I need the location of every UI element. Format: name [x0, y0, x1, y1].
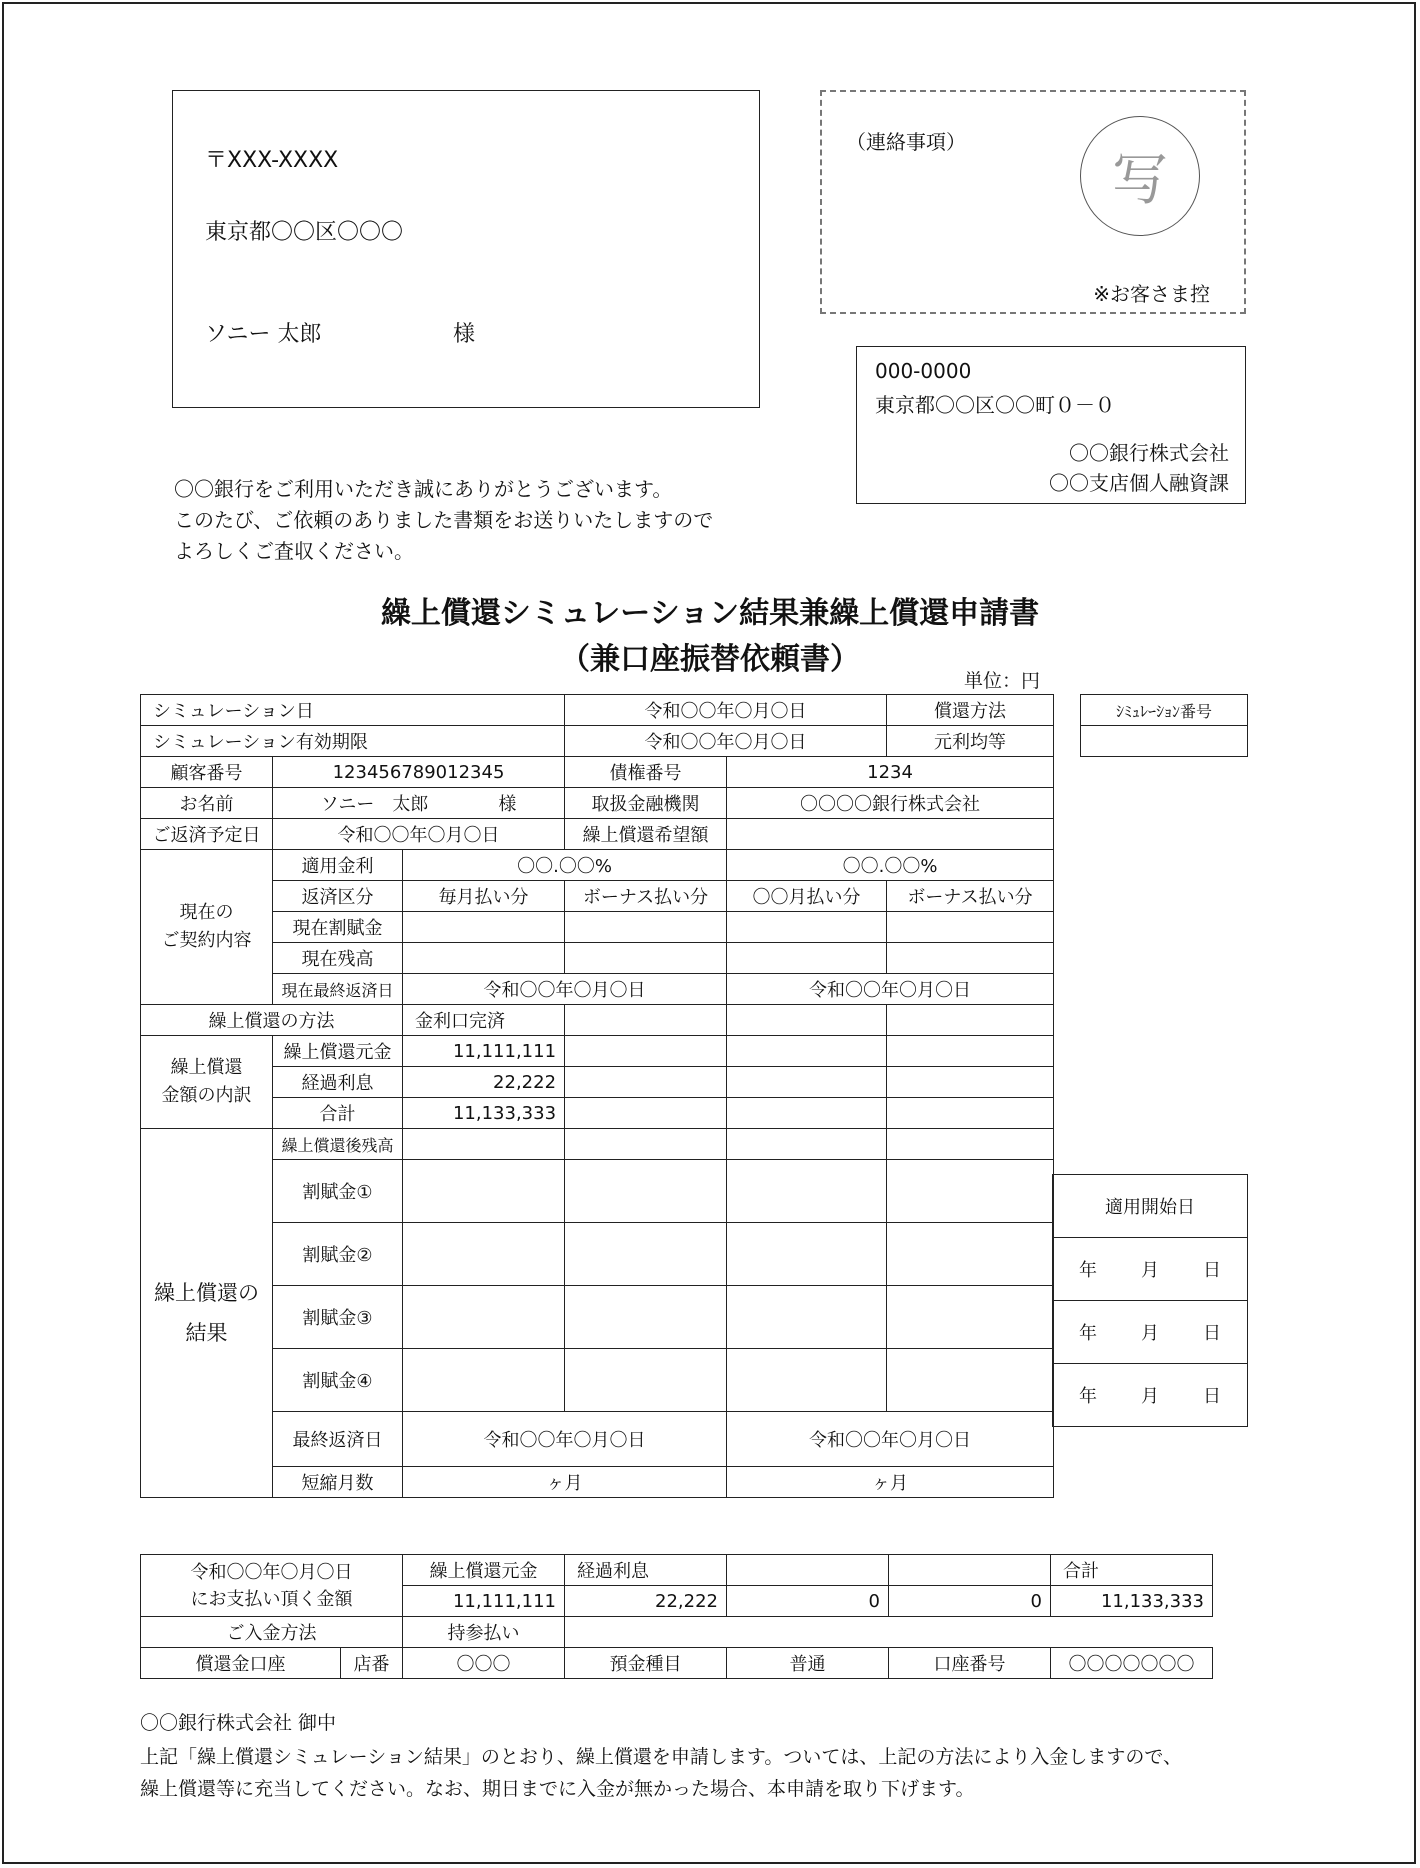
sender-postal: 000-0000 — [875, 359, 972, 383]
unit-label: 単位：円 — [964, 670, 1041, 692]
customer-copy-note: ※お客さま控 — [1093, 282, 1210, 306]
contact-box — [820, 90, 1246, 314]
simulation-number-box — [1080, 694, 1248, 757]
customer-number: 123456789012345 — [273, 757, 565, 788]
sender-dept: 〇〇支店個人融資課 — [1049, 471, 1229, 495]
sender-box — [856, 346, 1246, 504]
planned-date: 令和〇〇年〇月〇日 — [273, 819, 565, 850]
sender-address: 東京都〇〇区〇〇町０－０ — [875, 393, 1115, 417]
rate-1: 〇〇.〇〇% — [403, 850, 727, 881]
postal-code: 〒XXX-XXXX — [205, 148, 339, 173]
pay-total: 11,133,333 — [1051, 1586, 1213, 1617]
footer-line-1: 上記「繰上償還シミュレーション結果」のとおり、繰上償還を申請します。ついては、上記の方法により入金しますので、 — [140, 1746, 1182, 1768]
start-date-box: 適用開始日 年 月 日 年 月 日 年 月 日 — [1052, 1174, 1248, 1427]
recipient-name: ソニー 太郎 — [205, 322, 322, 347]
interest: 22,222 — [403, 1067, 565, 1098]
pay-principal: 11,111,111 — [403, 1586, 565, 1617]
total: 11,133,333 — [403, 1098, 565, 1129]
footer-line-2: 繰上償還等に充当してください。なお、期日までに入金が無かった場合、本申請を取り下げます。 — [140, 1778, 975, 1800]
sender-company: 〇〇銀行株式会社 — [1069, 441, 1229, 465]
document-title: 繰上償還シミュレーション結果兼繰上償還申請書 — [380, 596, 1040, 631]
greeting: 〇〇銀行をご利用いただき誠にありがとうございます。 このたび、ご依頼のありました書類をお送りいたしますので よろしくご査収ください。 — [174, 477, 714, 563]
repay-method-value: 元利均等 — [887, 726, 1054, 757]
branch-number: 〇〇〇 — [403, 1648, 565, 1679]
account-number: 〇〇〇〇〇〇〇 — [1051, 1648, 1213, 1679]
simulation-table: シミュレーション日 令和〇〇年〇月〇日 償還方法 シミュレーション有効期限 令和〇〇年〇月〇日 元利均等 顧客番号 123456789012345 債権番号 1234 お名前 ソニー 太郎 様 取扱金融機関 〇〇〇〇銀行株式会社 ご返済予定日 令和〇〇年〇月〇日 繰上償還希望額 現在の ご契約内容 適用金利 〇〇.〇〇% 〇〇.〇〇% 返済区分 毎月払い分 ボーナス払い分 〇〇月払い分 ボーナス払い分 現在割賦金 現在残高 現在最終返済日 令和〇〇年〇月〇日 令和〇〇年〇月〇日 繰上償還の方法 金利口完済 繰上償還 金額の内訳 繰上償還元金 11,111,111 経過利息 22,222 合計 11,133,333 繰上償還の 結果 繰上償還後残高 割賦金① 割賦金② 割賦金③ 割賦金④ 最終返済日 令和〇〇年〇月〇日 令和〇〇年〇月〇日 短縮月数 ヶ月 ヶ月 — [140, 694, 1054, 1498]
deposit-method: 持参払い — [403, 1617, 565, 1648]
pay-interest: 22,222 — [565, 1586, 727, 1617]
payment-table: 令和〇〇年〇月〇日 にお支払い頂く金額 繰上償還元金 経過利息 合計 11,111,111 22,222 0 0 11,133,333 ご入金方法 持参払い 償還金口座 店番 〇〇〇 預金種目 普通 口座番号 〇〇〇〇〇〇〇 — [140, 1554, 1213, 1679]
document-subtitle: （兼口座振替依頼書） — [560, 642, 860, 677]
simulation-number-value — [1081, 726, 1248, 757]
address-line: 東京都〇〇区〇〇〇 — [205, 220, 404, 245]
principal: 11,111,111 — [403, 1036, 565, 1067]
claim-number: 1234 — [727, 757, 1054, 788]
simulation-number-label: ｼﾐｭﾚｰｼｮﾝ番号 — [1081, 695, 1248, 726]
repayment-method: 金利口完済 — [403, 1005, 565, 1036]
institution: 〇〇〇〇銀行株式会社 — [727, 788, 1054, 819]
customer-name: ソニー 太郎 様 — [273, 788, 565, 819]
copy-seal: 写 — [1080, 116, 1200, 236]
recipient-address-box — [172, 90, 760, 408]
deposit-type: 普通 — [727, 1648, 889, 1679]
footer-addressee: 〇〇銀行株式会社 御中 — [140, 1712, 337, 1734]
rate-2: 〇〇.〇〇% — [727, 850, 1054, 881]
honorific: 様 — [453, 322, 476, 347]
desired-amount — [727, 819, 1054, 850]
contact-label: （連絡事項） — [846, 130, 966, 154]
